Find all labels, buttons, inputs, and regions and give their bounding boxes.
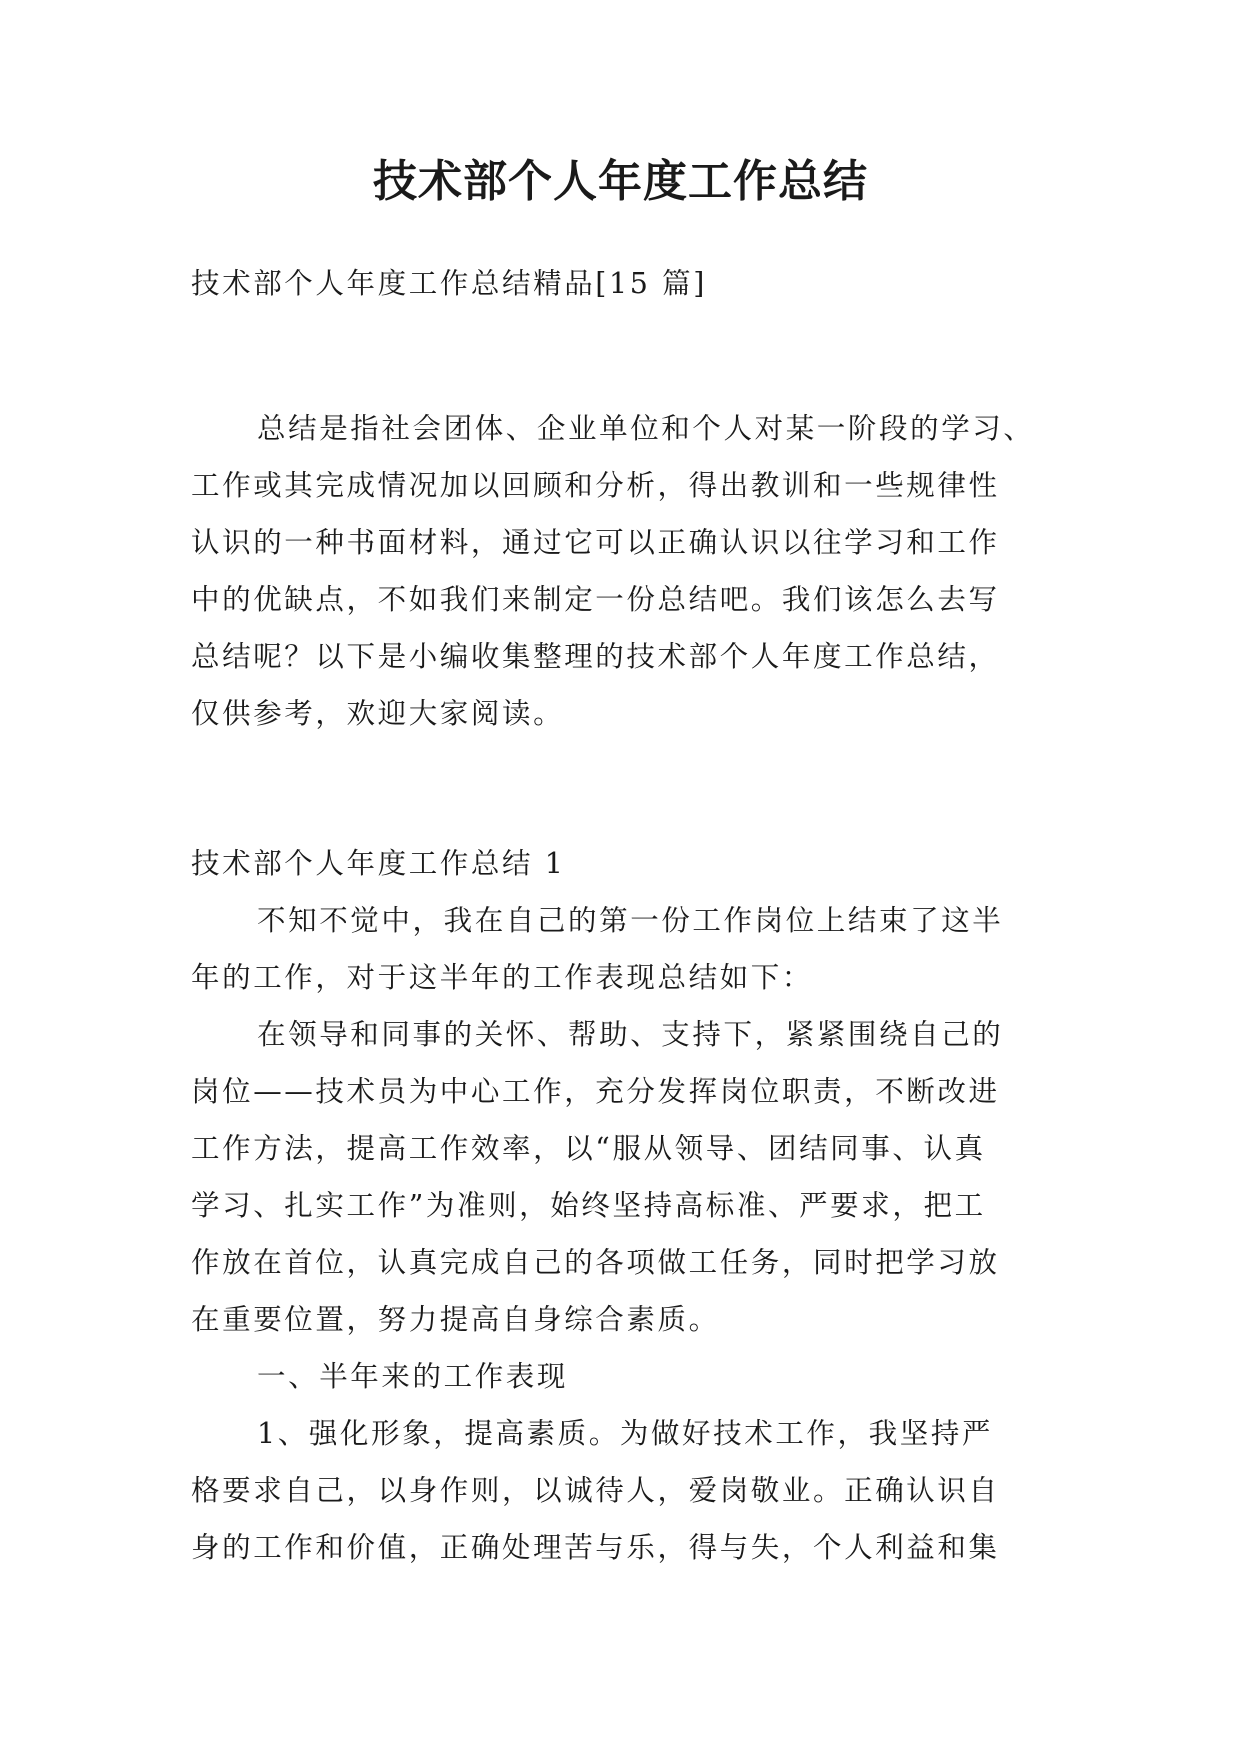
intro-line: 工作或其完成情况加以回顾和分析，得出教训和一些规律性 xyxy=(191,469,1000,502)
intro-line: 仅供参考，欢迎大家阅读。 xyxy=(191,697,565,730)
paragraph-line: 工作方法，提高工作效率，以“服从领导、团结同事、认真 xyxy=(191,1132,986,1165)
paragraph-line: 身的工作和价值，正确处理苦与乐，得与失，个人利益和集 xyxy=(191,1531,1000,1564)
subsection-heading: 一、半年来的工作表现 xyxy=(257,1360,569,1393)
paragraph-line: 在领导和同事的关怀、帮助、支持下，紧紧围绕自己的 xyxy=(257,1018,1004,1051)
paragraph-line: 1、强化形象，提高素质。为做好技术工作，我坚持严 xyxy=(257,1417,994,1450)
paragraph-line: 学习、扎实工作”为准则，始终坚持高标准、严要求，把工 xyxy=(191,1189,986,1222)
intro-paragraph xyxy=(191,400,1061,742)
intro-line: 中的优缺点，不如我们来制定一份总结吧。我们该怎么去写 xyxy=(191,583,1000,616)
intro-line: 总结是指社会团体、企业单位和个人对某一阶段的学习、 xyxy=(257,412,1035,445)
section-heading: 技术部个人年度工作总结 1 xyxy=(191,847,566,880)
document-title: 技术部个人年度工作总结 xyxy=(373,156,868,207)
paragraph-line: 在重要位置，努力提高自身综合素质。 xyxy=(191,1303,720,1336)
paragraph-line: 作放在首位，认真完成自己的各项做工任务，同时把学习放 xyxy=(191,1246,1000,1279)
paragraph-line: 格要求自己，以身作则，以诚待人，爱岗敬业。正确认识自 xyxy=(191,1474,1000,1507)
paragraph-line: 年的工作，对于这半年的工作表现总结如下： xyxy=(191,961,814,994)
intro-line: 认识的一种书面材料，通过它可以正确认识以往学习和工作 xyxy=(191,526,1000,559)
section-1 xyxy=(191,835,1061,1576)
intro-line: 总结呢？以下是小编收集整理的技术部个人年度工作总结， xyxy=(191,640,1000,673)
document-subtitle xyxy=(191,255,1061,312)
paragraph-line: 岗位——技术员为中心工作，充分发挥岗位职责，不断改进 xyxy=(191,1075,1000,1108)
subtitle-line: 技术部个人年度工作总结精品[15 篇] xyxy=(191,267,707,300)
paragraph-line: 不知不觉中，我在自己的第一份工作岗位上结束了这半 xyxy=(257,904,1004,937)
